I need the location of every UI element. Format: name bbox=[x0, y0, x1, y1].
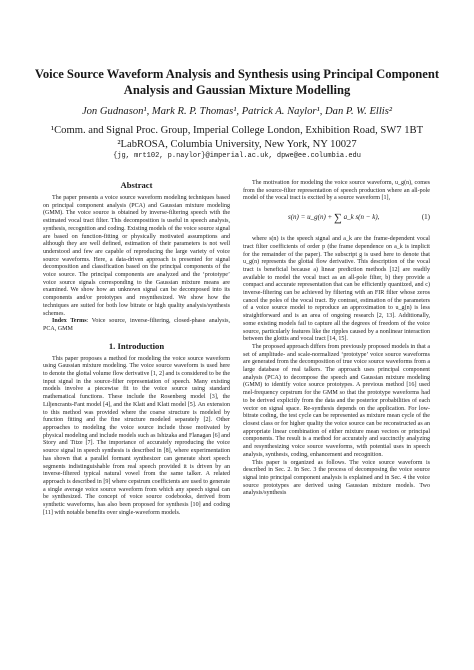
body-paragraph: The proposed approach differs from previously proposed models in that a set of amplitude- and scale-normalized ‘prototype’ voice source waveforms are generated from the decomposition of true voice source waveforms from a large database of real talkers. The approach uses principal component analysis (PCA) to decompose the speech and Gaussian mixture modeling (GMM) to identify voice source prototypes. A previous method [16] used mel-frequency cepstrum for the GMM so that the prototype waveforms had to be derived explicitly from the data and the posterior probabilities of each vector on signal space. Re-synthesis depends on the application. For low-bitrate coding, the test cycle can be represented as mixture mean cycle of the closest class or for higher quality the voice source can be reconstructed as an appropriate linear combination of either mixture mean vectors or principal components. The result is a method for accurately and succinctly analyzing and resynthesizing voice source waveforms, with potential uses in speech analysis, synthesis, coding, enhancement and recognition. bbox=[243, 343, 430, 458]
right-column bbox=[243, 180, 430, 498]
author-list: Jon Gudnason¹, Mark R. P. Thomas¹, Patrick A. Naylor¹, Dan P. W. Ellis² bbox=[81, 106, 393, 117]
index-terms bbox=[43, 318, 230, 333]
introduction-paragraph: This paper proposes a method for modeling the voice source waveform using Gaussian mixture modeling. The voice source waveform is used here to denote the glottal volume flow derivative [1, 2] and is considered to be the input signal in the source-filter representation of speech. Many existing models involve a piecewise fit to the voice source using standard mathematical functions. These include the Rosenberg model [3], the Liljencrants-Fant model [4], and the Klatt and Klatt model [5]. An extension to this method was provided where the coarse structure is modeled by function fitting and the fine structure modeled separately [2]. Other approaches to modeling the voice source include those motivated by physical modeling and include models such as Ishizaka and Flanagan [6] and Story and Titze [7]. The importance of accurately reproducing the voice source signal in speech synthesis is described in [8], where experimentation has shown that a parallel formant synthesizer can generate short speech segments indistinguishable from real speech provided it is driven by an inverse-filtered typical natural vowel from the same talker. A related approach is described in [9] where cepstrum coefficients are used to generate a single average voice source waveform from which any speech signal can be synthesized. The concept of voice source codebooks, derived from synthetic waveforms, has also been proposed for synthesis [10] and coding [11] with notable benefits over single-waveform models. bbox=[43, 355, 230, 516]
introduction-heading: 1. Introduction bbox=[108, 340, 165, 351]
equation-lhs: s(n) = u_g(n) + bbox=[288, 213, 333, 222]
affiliation-imperial: ¹Comm. and Signal Proc. Group, Imperial College London, Exhibition Road, SW7 1BT bbox=[50, 125, 424, 136]
left-column bbox=[43, 180, 230, 517]
motivation-paragraph: The motivation for modeling the voice source waveform, u_g(n), comes from the source-filter representation of speech production where an all-pole model of the vocal tract is excited by a source waveform [1], bbox=[243, 180, 430, 202]
index-terms-list: : Voice source, inverse-filtering, closed-phase analysis, PCA, GMM bbox=[43, 318, 230, 332]
abstract-text: The paper presents a voice source waveform modeling techniques based on principal component analysis (PCA) and Gaussian mixture modeling (GMM). The voice source is obtained by inverse-filtering speech with the estimated vocal tract filter. This decomposition is useful in speech analysis, synthesis, recognition and coding. Existing models of the voice source signal are based on function-fitting or physically motivated assumptions and although they are well defined, estimation of their parameters is not well understood and few are capable of reproducing the large variety of voice source waveforms. Here, a data-driven approach is presented for signal decomposition and classification based on the principal components of the voice source. The principal components are analyzed and the ‘prototype’ voice source signals corresponding to the Gaussian mixture means are examined. We show how an unknown signal can be decomposed into its components and/or prototypes and resynthesized. We show how the techniques are suited for both low bitrate or high quality analysis/synthesis schemes. bbox=[43, 195, 230, 317]
paper-title: Voice Source Waveform Analysis and Synthesis using Principal Component Analysis and Gaussian Mixture Modelling bbox=[34, 67, 440, 97]
abstract-heading: Abstract bbox=[120, 180, 153, 190]
index-terms-label: Index Terms bbox=[52, 318, 87, 325]
body-paragraph: This paper is organized as follows. The voice source waveform is described in Sec. 2. In Sec. 3 the process of decomposing the voice source signal into principal component analysis is explained and in Sec. 4 the voice source prototypes are derived using Gaussian mixture models. Two analysis/synthesis bbox=[243, 459, 430, 497]
affiliation-columbia: ²LabROSA, Columbia University, New York, NY 10027 bbox=[117, 138, 357, 150]
equation-rhs: a_k s(n − k), bbox=[343, 213, 380, 222]
equation-formula bbox=[288, 214, 379, 223]
body-paragraph: where s(n) is the speech signal and a_k are the frame-dependent vocal tract filter coefficients of order p (the frame dependence on a_k is implicit for the remainder of the paper). The subscript g is used here to denote that u_g(n) represents the glottal flow derivative. This description of the vocal tract is beneficial because a) linear prediction methods [12] are readily available to model the vocal tract as an all-pole filter, b) they provide a compact and accurate representation that can be efficiently quantized, and c) inverse-filtering can be achieved by filtering with an FIR filter whose zeros cancel the poles of the vocal tract. By contrast, estimation of the parameters of a voice source model to reproduce an approximation to u_g(n) is less straightforward and is an area of ongoing research [2, 13]. Additionally, some existing models fail to capture all the degrees of freedom of the voice source, particularly features like the ripples caused by a nonlinear interaction between the glottis and vocal tract [14, 15]. bbox=[243, 236, 430, 343]
equation-number: (1) bbox=[421, 213, 430, 222]
affiliations bbox=[20, 124, 454, 151]
equation-1 bbox=[243, 208, 430, 232]
summation-symbol: ∑ bbox=[334, 212, 342, 225]
email-addresses: {jg, mrt102, p.naylor}@imperial.ac.uk, dpwe@ee.columbia.edu bbox=[113, 152, 361, 160]
